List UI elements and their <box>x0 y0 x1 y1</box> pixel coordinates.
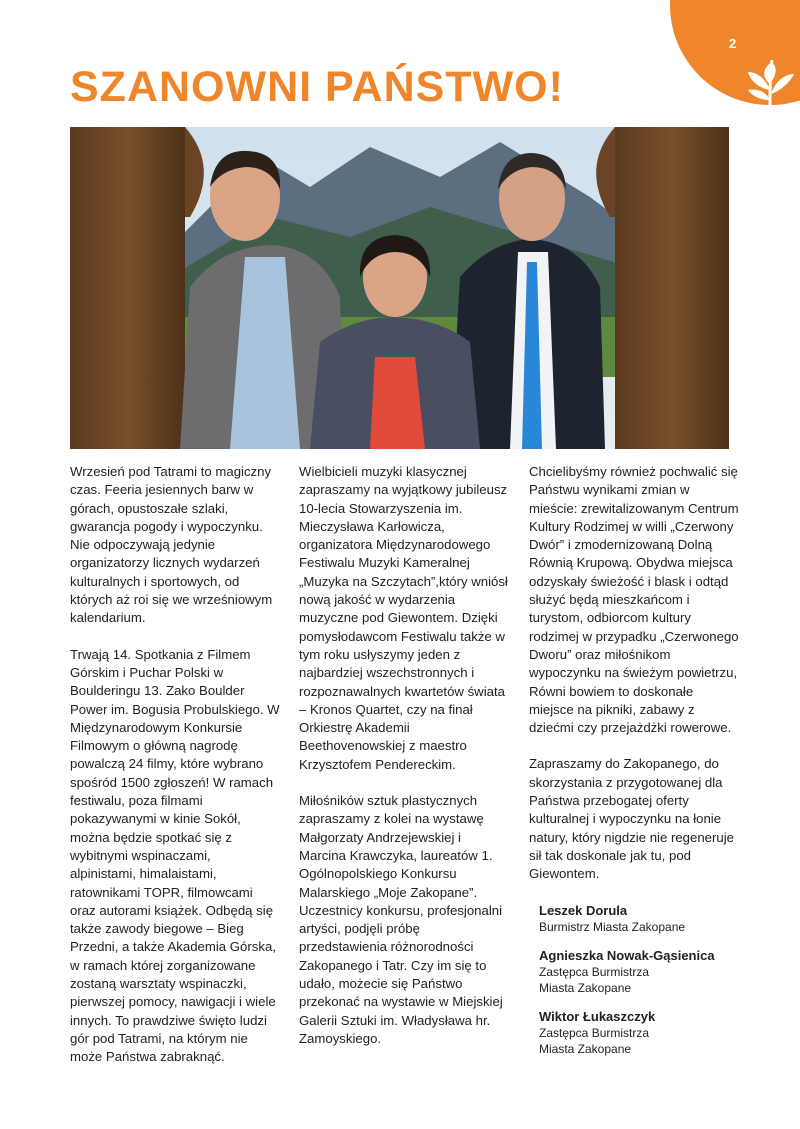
signature <box>539 947 739 996</box>
signature <box>539 1008 739 1057</box>
paragraph: Miłośników sztuk plastycznych zapraszamy z kolei na wystawę Małgorzaty Andrzejewskiej i Marcina Krawczyka, laureatów 1. Ogólnopolskiego Konkursu Malarskiego „Moje Zakopane”. Uczestnicy konkursu, profesjonalni artyści, podjęli próbę przedstawienia różnorodności Zakopanego i Tatr. Czy im się to udało, możecie się Państwo przekonać na wystawie w Miejskiej Galerii Sztuki im. Władysława hr. Zamoyskiego. <box>299 793 503 1046</box>
paragraph: Chcielibyśmy również pochwalić się Państwu wynikami zmian w mieście: zrewitalizowanym Centrum Kultury Rodzimej w willi „Czerwony Dwór” i zmodernizowaną Dolną Równią Krupową. Obydwa miejsca odzyskały świeżość i blask i odtąd służyć będą mieszkańcom i turystom, odbiorcom kultury rodzimej w przypadku „Czerwonego Dworu” oraz miłośnikom wypoczynku na świeżym powietrzu, Równi bowiem to doskonałe miejsce na pikniki, zabawy z dziećmi czy przejażdżki rowerowe. <box>529 464 739 736</box>
text-column-1 <box>70 463 280 1085</box>
signature-role: Zastępca Burmistrza Miasta Zakopane <box>539 1025 650 1056</box>
leaf-logo-icon <box>740 50 800 110</box>
paragraph: Wielbicieli muzyki klasycznej zapraszamy na wyjątkowy jubileusz 10-lecia Stowarzyszenia im. Mieczysława Karłowicza, organizatora Międzynarodowego Festiwalu Muzyki Kameralnej „Muzyka na Szczytach”,który wniósł nową jakość w wydarzenia muzyczne pod Giewontem. Dzięki pomysłodawcom Festiwalu także w tym roku usłyszymy jeden z najbardziej wszechstronnych i rozpoznawalnych kwartetów świata – Kronos Quartet, czy na finał Orkiestrę Akademii Beethovenowskiej z maestro Krzysztofem Pendereckim. <box>299 464 508 772</box>
page-title: SZANOWNI PAŃSTWO! <box>70 63 564 111</box>
text-column-2 <box>299 463 509 1066</box>
text-column-3 <box>529 463 739 1069</box>
page-number: 2 <box>729 36 737 51</box>
signature-name: Agnieszka Nowak-Gąsienica <box>539 947 715 963</box>
signature-name: Wiktor Łukaszczyk <box>539 1008 656 1024</box>
signature-name: Leszek Dorula <box>539 902 628 918</box>
signatures <box>529 902 739 1057</box>
signature-role: Zastępca Burmistrza Miasta Zakopane <box>539 964 650 995</box>
paragraph: Trwają 14. Spotkania z Filmem Górskim i Puchar Polski w Boulderingu 13. Zako Boulder Power im. Bogusia Probulskiego. W Międzynarodowym Konkursie Filmowym o główną nagrodę powalczą 24 filmy, które wybrano spośród 1500 zgłoszeń! W ramach festiwalu, poza filmami pokazywanymi w kinie Sokół, można będzie spotkać się z wybitnymi wspinaczami, alpinistami, himalaistami, ratownikami TOPR, filmowcami oraz autorami książek. Odbędą się także zawody biegowe – Bieg Przedni, a także Akademia Górska, w ramach której zorganizowane zostaną warsztaty wspinaczki, pierwszej pomocy, nawigacji i wiele innych. To prawdziwe święto ludzi gór pod Tatrami, na którym nie może Państwa zabraknąć. <box>70 646 280 1065</box>
paragraph: Zapraszamy do Zakopanego, do skorzystania z przygotowanej dla Państwa przebogatej oferty kulturalnej i wypoczynku na łonie natury, który nigdzie nie regeneruje sił tak doskonale jak tu, pod Giewontem. <box>529 756 735 882</box>
paragraph: Wrzesień pod Tatrami to magiczny czas. Feeria jesiennych barw w górach, opustoszałe szlaki, gwarancja pogody i wypoczynku. Nie odpoczywają jedynie organizatorzy licznych wydarzeń kulturalnych i sportowych, od których aż roi się we wrześniowym kalendarium. <box>70 464 273 626</box>
signature <box>539 902 739 935</box>
group-photo <box>70 127 729 449</box>
signature-role: Burmistrz Miasta Zakopane <box>539 919 686 934</box>
